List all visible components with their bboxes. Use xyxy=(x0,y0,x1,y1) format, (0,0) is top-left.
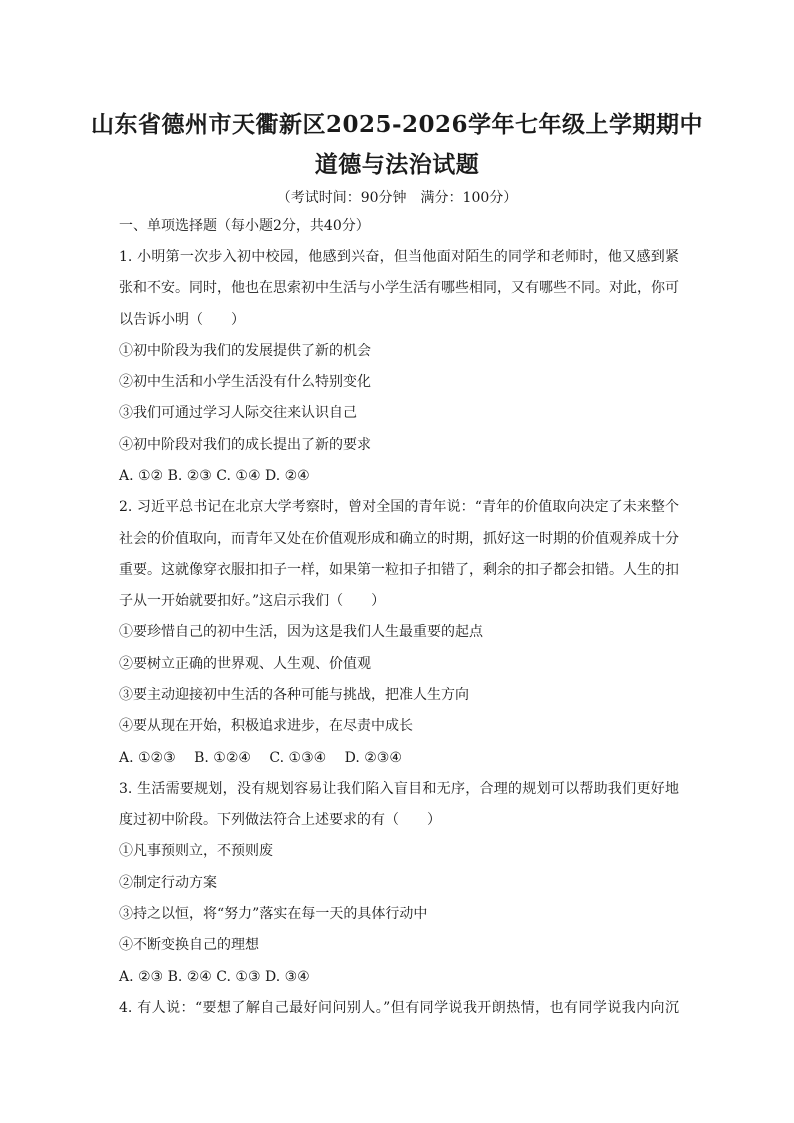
q2-stem-line1: 2. 习近平总书记在北京大学考察时，曾对全国的青年说：“青年的价值取向决定了未来整个 xyxy=(119,499,679,515)
q3-item: ③持之以恒，将“努力”落实在每一天的具体行动中 xyxy=(119,906,428,922)
q2-stem-line3: 重要。这就像穿衣服扣扣子一样，如果第一粒扣子扣错了，剩余的扣子都会扣错。人生的扣 xyxy=(119,562,679,578)
q2-item: ②要树立正确的世界观、人生观、价值观 xyxy=(119,656,371,672)
section-heading: 一、单项选择题（每小题2分，共40分） xyxy=(119,218,370,234)
q1-stem-line1: 1. 小明第一次步入初中校园，他感到兴奋，但当他面对陌生的同学和老师时，他又感到紧 xyxy=(119,249,679,265)
q2-stem-line4: 子从一开始就要扣好。”这启示我们（ ） xyxy=(119,593,386,609)
q1-item: ③我们可通过学习人际交往来认识自己 xyxy=(119,405,357,421)
q2-item: ④要从现在开始，积极追求进步，在尽责中成长 xyxy=(119,718,413,734)
q2-item: ③要主动迎接初中生活的各种可能与挑战，把准人生方向 xyxy=(119,687,469,703)
q2-item: ①要珍惜自己的初中生活，因为这是我们人生最重要的起点 xyxy=(119,624,483,640)
exam-info: （考试时间：90分钟 满分：100分） xyxy=(276,190,518,206)
q3-item: ①凡事预则立，不预则废 xyxy=(119,843,273,859)
q1-item: ④初中阶段对我们的成长提出了新的要求 xyxy=(119,437,371,453)
q2-options: A. ①②③ B. ①②④ C. ①③④ D. ②③④ xyxy=(119,750,402,766)
q1-item: ②初中生活和小学生活没有什么特别变化 xyxy=(119,374,371,390)
q3-stem-line1: 3. 生活需要规划，没有规划容易让我们陷入盲目和无序，合理的规划可以帮助我们更好地 xyxy=(119,781,679,797)
q1-item: ①初中阶段为我们的发展提供了新的机会 xyxy=(119,343,371,359)
q3-item: ②制定行动方案 xyxy=(119,875,217,891)
q1-options: A. ①② B. ②③ C. ①④ D. ②④ xyxy=(119,468,310,484)
exam-title-line1: 山东省德州市天衢新区2025-2026学年七年级上学期期中 xyxy=(90,111,704,138)
q3-item: ④不断变换自己的理想 xyxy=(119,937,259,953)
q2-stem-line2: 社会的价值取向，而青年又处在价值观形成和确立的时期，抓好这一时期的价值观养成十分 xyxy=(119,531,679,547)
q1-stem-line2: 张和不安。同时，他也在思索初中生活与小学生活有哪些相同，又有哪些不同。对此，你可 xyxy=(119,280,679,296)
q4-stem-line1: 4. 有人说：“要想了解自己最好问问别人。”但有同学说我开朗热情，也有同学说我内向沉 xyxy=(119,1000,679,1016)
exam-title-line2: 道德与法治试题 xyxy=(314,151,480,178)
q3-stem-line2: 度过初中阶段。下列做法符合上述要求的有（ ） xyxy=(119,812,441,828)
q1-stem-line3: 以告诉小明（ ） xyxy=(119,312,245,328)
q3-options: A. ②③ B. ②④ C. ①③ D. ③④ xyxy=(119,969,310,985)
